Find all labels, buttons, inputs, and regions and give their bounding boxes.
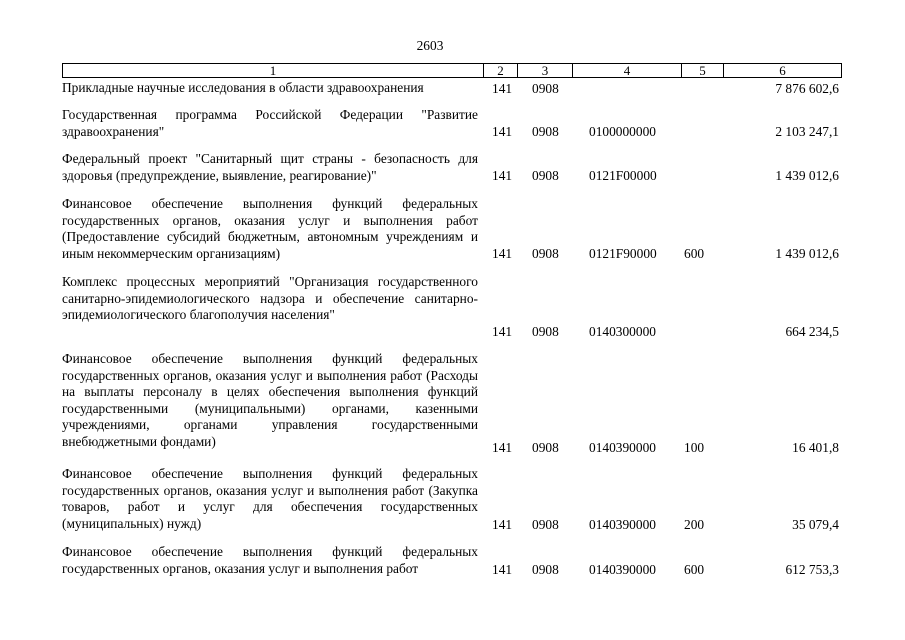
row-col-4: 0100000000 [589, 123, 656, 139]
header-col-4: 4 [573, 64, 682, 77]
table-row [62, 466, 842, 533]
header-col-6: 6 [779, 63, 786, 78]
row-col-4: 0121F90000 [589, 245, 657, 261]
page-number: 2603 [416, 38, 444, 53]
row-col-5: 600 [684, 561, 705, 577]
row-description: Финансовое обеспечение выполнения функций федеральных государственных органов, оказания услуг и выполнения работ (Предоставление субсидий бюджетным, автономным учреждениям и иным некоммерческим организациям) [62, 196, 478, 261]
row-col-3: 0908 [532, 323, 559, 339]
row-col-3: 0908 [532, 245, 559, 261]
row-col-6: 2 103 247,1 [775, 123, 839, 139]
row-description: Финансовое обеспечение выполнения функций федеральных государственных органов, оказания услуг и выполнения работ [62, 544, 478, 576]
row-description: Финансовое обеспечение выполнения функций федеральных государственных органов, оказания услуг и выполнения работ (Закупка товаров, работ и услуг для обеспечения государственных (муниципальных) нужд) [62, 466, 478, 531]
table-row [62, 544, 842, 578]
row-col-6: 7 876 602,6 [775, 80, 839, 96]
row-col-4: 0140390000 [589, 516, 656, 532]
row-col-4: 0121F00000 [589, 167, 657, 183]
row-col-6: 16 401,8 [792, 439, 839, 455]
table-row [62, 80, 842, 97]
row-col-5: 100 [684, 439, 705, 455]
table-row [62, 151, 842, 184]
row-col-2: 141 [492, 439, 513, 455]
row-col-6: 612 753,3 [785, 561, 839, 577]
row-col-2: 141 [492, 80, 513, 96]
row-col-3: 0908 [532, 80, 559, 96]
table-row [62, 274, 842, 340]
table-row [62, 107, 842, 140]
row-description: Государственная программа Российской Федерации "Развитие здравоохранения" [62, 107, 478, 139]
row-col-3: 0908 [532, 439, 559, 455]
row-col-5: 600 [684, 245, 705, 261]
header-col-5: 5 [682, 64, 724, 77]
row-col-3: 0908 [532, 123, 559, 139]
row-col-6: 1 439 012,6 [775, 245, 839, 261]
row-col-4: 0140300000 [589, 323, 656, 339]
table-header [62, 63, 842, 78]
row-description: Федеральный проект "Санитарный щит страны - безопасность для здоровья (предупреждение, выявление, реагирование)" [62, 151, 478, 183]
row-col-2: 141 [492, 561, 513, 577]
row-description: Комплекс процессных мероприятий "Организация государственного санитарно-эпидемиологического надзора и обеспечение санитарно-эпидемиологического благополучия населения" [62, 274, 478, 322]
header-col-1: 1 [63, 64, 484, 77]
row-col-4: 0140390000 [589, 439, 656, 455]
row-col-6: 664 234,5 [785, 323, 839, 339]
row-description: Финансовое обеспечение выполнения функций федеральных государственных органов, оказания услуг и выполнения работ (Расходы на выплаты персоналу в целях обеспечения выполнения функций государственными (муниципальными) органами, казенными учреждениями, органами управления государственными внебюджетными фондами) [62, 351, 478, 449]
row-col-3: 0908 [532, 167, 559, 183]
row-col-2: 141 [492, 167, 513, 183]
row-col-5: 200 [684, 516, 705, 532]
row-col-2: 141 [492, 516, 513, 532]
row-col-6: 35 079,4 [792, 516, 839, 532]
row-col-2: 141 [492, 245, 513, 261]
table-row [62, 351, 842, 456]
row-col-2: 141 [492, 323, 513, 339]
row-col-4: 0140390000 [589, 561, 656, 577]
header-col-2: 2 [484, 64, 518, 77]
row-col-3: 0908 [532, 561, 559, 577]
table-row [62, 196, 842, 262]
row-col-6: 1 439 012,6 [775, 167, 839, 183]
row-col-3: 0908 [532, 516, 559, 532]
row-description: Прикладные научные исследования в области здравоохранения [62, 80, 424, 95]
header-col-3: 3 [518, 64, 573, 77]
row-col-2: 141 [492, 123, 513, 139]
